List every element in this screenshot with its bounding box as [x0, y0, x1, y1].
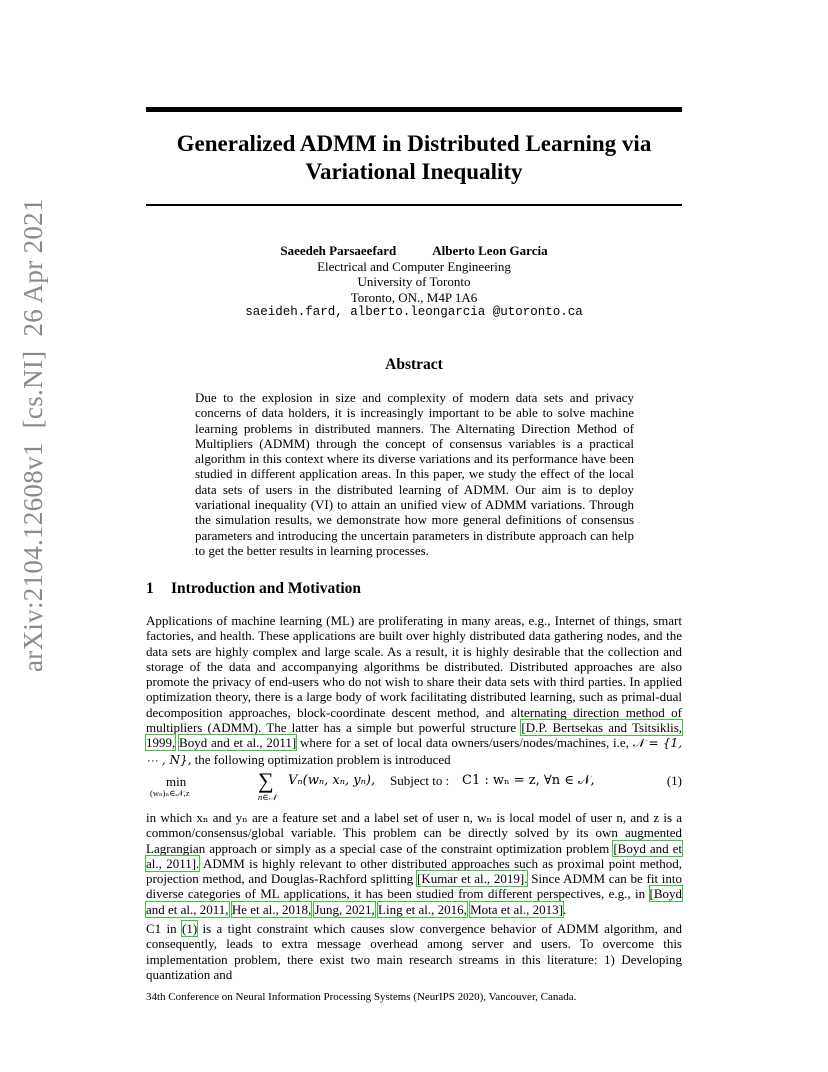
- eq-min: min: [166, 774, 187, 789]
- para3-text: is a tight constraint which causes slow convergence behavior of ADMM algorithm, and consequently, leads to extra message overhead among server and users. To overcome this implementation problem, there exist two main research streams in this literature: 1) Developing quantization and: [146, 921, 683, 982]
- para2-part1: in which xₙ and yₙ are a feature set and a label set of user n, wₙ is local model of user n, and z is a common/consensus/global variable. This problem can be directly solved by its own augmented Lagrangian approach or simply as a special case of the constraint optimization problem: [146, 810, 682, 856]
- para1-text: Applications of machine learning (ML) are proliferating in many areas, e.g., Internet of things, smart factories, and health. These applications are built over highly distributed data gathering nodes, and the data sets are highly complex and large scale. As a result, it is highly desirable that the collection and storage of the data and accompanying algorithms be distributed. Distributed approaches are also promote the privacy of end-users who do not wish to share their data sets with third parties. In applied optimization theory, there is a large body of work facilitating distributed learning, such as primal-dual decomposition approaches, block-coordinate descent method, and alternating direction method of multipliers (ADMM). The latter has a simple but powerful structure: [146, 613, 682, 736]
- eq-sigma-subscript: n∈𝒩: [258, 792, 277, 802]
- author-address: Toronto, ON., M4P 1A6: [350, 289, 478, 305]
- para2-part3: Since ADMM can be fit into diverse categories of ML applications, it has been studied from different perspectives, e.g., in: [146, 871, 683, 902]
- eq-objective: Vₙ(wₙ, xₙ, yₙ),: [288, 773, 376, 788]
- citation-jung[interactable]: Jung, 2021,: [314, 901, 375, 917]
- author-university: University of Toronto: [357, 274, 471, 289]
- author-email[interactable]: saeideh.fard, alberto.leongarcia @utoronto.ca: [245, 305, 583, 319]
- eq-min-subscript: (wₙ)ₙ∈𝒩,z: [150, 788, 190, 798]
- title-line-1: Generalized ADMM in Distributed Learning via: [176, 131, 652, 156]
- arxiv-date: 26 Apr 2021: [18, 198, 48, 337]
- author-2: Alberto Leon Garcia: [432, 243, 548, 258]
- eq-subject-to: Subject to :: [390, 773, 450, 788]
- arxiv-id[interactable]: arXiv:2104.12608v1: [18, 442, 48, 672]
- author-names: [146, 243, 682, 259]
- eq-number: (1): [666, 773, 682, 788]
- eq-constraint: C1 : wₙ = z, ∀n ∈ 𝒩,: [462, 773, 595, 788]
- author-dept: Electrical and Computer Engineering: [317, 258, 511, 274]
- abstract-text: Due to the explosion in size and complexity of modern data sets and privacy concerns of data holders, it is increasingly important to be able to solve machine learning problems in distributed manners. The Alternating Direction Method of Multipliers (ADMM) through the concept of consensus variables is a practical algorithm in this context where its diverse variations and its performance have been studied in different application areas. In this paper, we study the effect of the local data sets of users in the distributed learning of ADMM. Our aim is to deploy variational inequality (VI) to attain an unified view of ADMM variations. Through the simulation results, we demonstrate how more general definitions of consensus parameters and introducing the uncertain parameters in distribute approach can help to get the better results in learning processes.: [195, 390, 634, 558]
- abstract-heading: Abstract: [385, 356, 443, 373]
- title-line-2: Variational Inequality: [305, 159, 523, 184]
- para2-part2: ADMM is highly relevant to other distributed approaches such as proximal point method, projection method, and Douglas-Rachford splitting: [146, 855, 682, 887]
- citation-he[interactable]: He et al., 2018,: [231, 901, 312, 917]
- citation-mota[interactable]: Mota et al., 2013]: [470, 901, 563, 917]
- citation-boyd-3[interactable]: [Boyd and et al., 2011,: [146, 886, 683, 917]
- set-definition: 𝒩 = {1, ⋯ , N},: [146, 736, 683, 767]
- section-title: Introduction and Motivation: [171, 580, 362, 597]
- author-1: Saeedeh Parsaeefard: [280, 243, 397, 258]
- section-heading: [146, 580, 361, 598]
- para3-start: C1 in: [146, 921, 177, 936]
- intro-paragraph-1: [146, 613, 682, 768]
- paper-title: [146, 130, 682, 186]
- arxiv-side-label: [18, 184, 49, 672]
- intro-paragraph-3: [146, 921, 682, 982]
- equation-1: [146, 770, 682, 804]
- title-top-rule: [146, 107, 682, 112]
- eq-sigma: ∑: [258, 768, 274, 793]
- para1-tail: the following optimization problem is introduced: [194, 751, 451, 767]
- citation-kumar[interactable]: [Kumar et al., 2019].: [417, 871, 528, 887]
- conference-footer: 34th Conference on Neural Information Processing Systems (NeurIPS 2020), Vancouver, Canada.: [146, 991, 577, 1003]
- para2-end: .: [562, 901, 567, 917]
- citation-boyd[interactable]: Boyd and et al., 2011]: [179, 735, 297, 751]
- citation-bertsekas[interactable]: [D.P. Bertsekas and Tsitsiklis, 1999,: [146, 720, 683, 751]
- section-number: 1: [146, 580, 154, 597]
- citation-ling[interactable]: Ling et al., 2016,: [378, 901, 467, 917]
- arxiv-category: [cs.NI]: [18, 350, 48, 429]
- citation-boyd-2[interactable]: [Boyd and et al., 2011].: [146, 840, 683, 871]
- equation-ref-1[interactable]: (1): [182, 921, 198, 936]
- intro-paragraph-2: [146, 810, 682, 917]
- para1-after: where for a set of local data owners/users/nodes/machines, i.e,: [300, 735, 629, 751]
- title-bottom-rule: [146, 204, 682, 206]
- author-block: [146, 243, 682, 321]
